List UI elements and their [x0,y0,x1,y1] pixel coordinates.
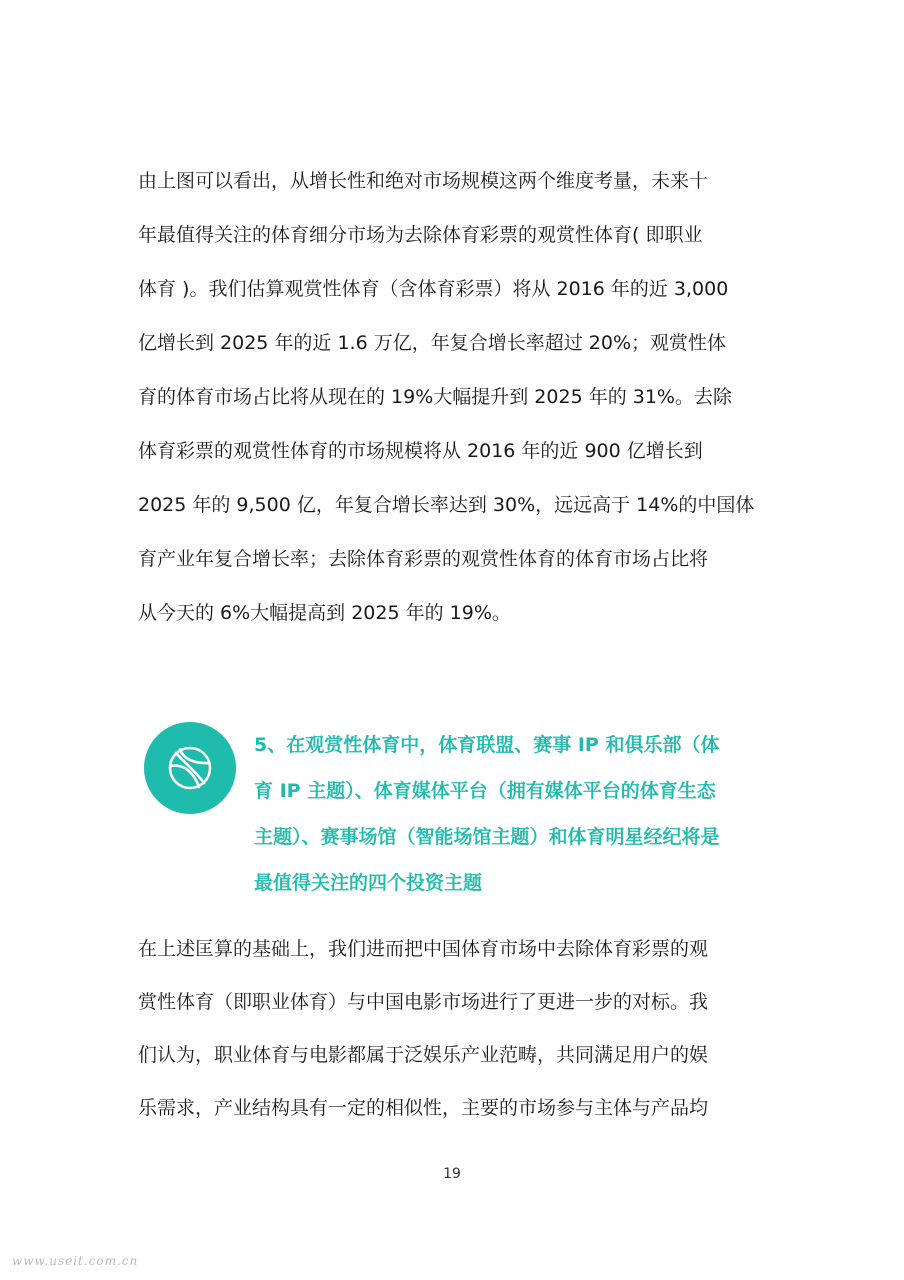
paragraph-line: 赏性体育（即职业体育）与中国电影市场进行了更进一步的对标。我 [138,991,709,1013]
basketball-icon [144,722,236,814]
paragraph-line: 由上图可以看出，从增长性和绝对市场规模这两个维度考量，未来十 [138,170,709,192]
paragraph-line: 2025 年的 9,500 亿，年复合增长率达到 30%，远远高于 14%的中国体 [138,494,755,516]
paragraph-line: 们认为，职业体育与电影都属于泛娱乐产业范畴，共同满足用户的娱 [138,1044,709,1066]
paragraph-line: 在上述匡算的基础上，我们进而把中国体育市场中去除体育彩票的观 [138,938,709,960]
paragraph-line: 育的体育市场占比将从现在的 19%大幅提升到 2025 年的 31%。去除 [138,386,732,408]
section-heading-text [254,722,774,906]
section-heading [140,722,780,902]
heading-line: 5、在观赏性体育中，体育联盟、赛事 IP 和俱乐部（体 [254,734,720,756]
body-paragraph-1 [138,154,778,640]
paragraph-line: 育产业年复合增长率；去除体育彩票的观赏性体育的体育市场占比将 [138,548,709,570]
watermark-text: www.useit.com.cn [12,1254,139,1268]
heading-line: 育 IP 主题）、体育媒体平台（拥有媒体平台的体育生态 [254,780,716,802]
heading-line: 最值得关注的四个投资主题 [254,872,483,894]
paragraph-line: 年最值得关注的体育细分市场为去除体育彩票的观赏性体育( 即职业 [138,224,703,246]
heading-line: 主题）、赛事场馆（智能场馆主题）和体育明星经纪将是 [254,826,720,848]
body-paragraph-2 [138,923,778,1135]
paragraph-line: 体育 )。我们估算观赏性体育（含体育彩票）将从 2016 年的近 3,000 [138,278,729,300]
paragraph-line: 乐需求，产业结构具有一定的相似性，主要的市场参与主体与产品均 [138,1097,709,1119]
paragraph-line: 体育彩票的观赏性体育的市场规模将从 2016 年的近 900 亿增长到 [138,440,703,462]
paragraph-line: 亿增长到 2025 年的近 1.6 万亿，年复合增长率超过 20%；观赏性体 [138,332,726,354]
paragraph-line: 从今天的 6%大幅提高到 2025 年的 19%。 [138,602,511,624]
page-number: 19 [443,1166,461,1182]
